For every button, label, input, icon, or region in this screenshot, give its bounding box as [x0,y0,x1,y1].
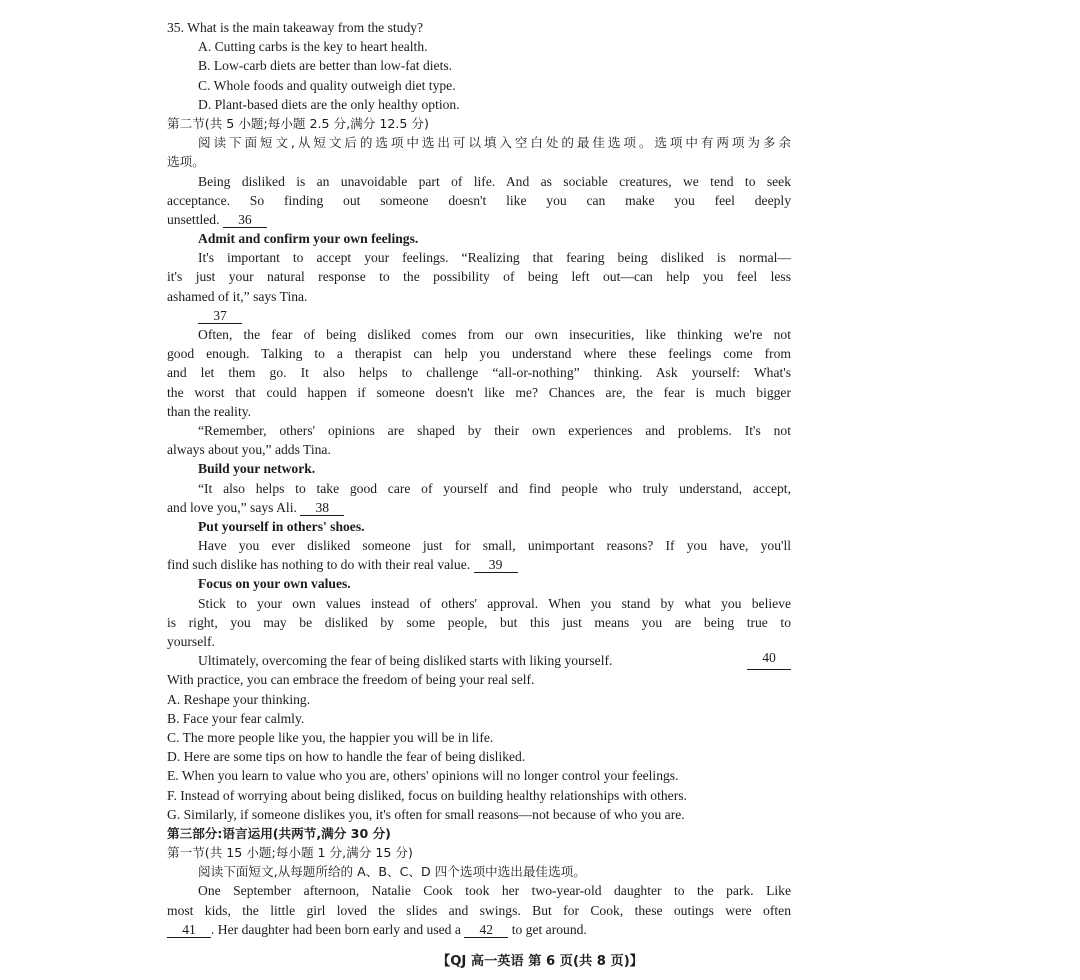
passage-line: most kids, the little girl loved the slides and swings. But for Cook, these outings were often [167,902,791,918]
passage-line: With practice, you can embrace the freedom of being your real self. [167,672,535,688]
passage-line [167,210,791,229]
part-3-heading: 第三部分:语言运用(共两节,满分 30 分) [167,825,391,841]
question-35-option-d: D. Plant-based diets are the only healthy option. [198,96,460,112]
passage-line: and let them go. It also helps to challenge “all-or-nothing” thinking. Ask yourself: What's [167,365,791,381]
section-2-heading: 第二节(共 5 小题;每小题 2.5 分,满分 12.5 分) [167,115,429,131]
subheading-others-shoes: Put yourself in others' shoes. [198,518,365,534]
choice-e: E. When you learn to value who you are, others' opinions will no longer control your feelings. [167,768,679,784]
passage-line: than the reality. [167,403,252,419]
blank-38: 38 [300,501,344,516]
passage-line: is right, you may be disliked by some people, but this just means you are being true to [167,614,791,630]
question-35-option-b: B. Low-carb diets are better than low-fat diets. [198,58,453,74]
choice-g: G. Similarly, if someone dislikes you, it's often for small reasons—not because of who you are. [167,806,685,822]
choice-d: D. Here are some tips on how to handle the fear of being disliked. [167,749,526,765]
passage-text: unsettled. [167,211,220,227]
passage-line: Being disliked is an unavoidable part of life. And as sociable creatures, we tend to seek [198,173,791,189]
passage-line [167,555,791,574]
subheading-build-network: Build your network. [198,461,316,477]
passage-line [167,651,791,670]
section-2-instruction-cont: 选项。 [167,154,205,170]
passage-line: yourself. [167,634,215,649]
choice-b: B. Face your fear calmly. [167,710,305,726]
blank-41: 41 [167,923,211,938]
choice-f: F. Instead of worrying about being disliked, focus on building healthy relationships with others. [167,787,687,803]
page-footer: 【QJ 高一英语 第 6 页(共 8 页)】 [437,954,643,969]
part-3-section-1-heading: 第一节(共 15 小题;每小题 1 分,满分 15 分) [167,845,413,861]
passage-line [167,920,791,939]
passage-line: Have you ever disliked someone just for small, unimportant reasons? If you have, you'll [198,538,791,554]
passage-line: always about you,” adds Tina. [167,442,331,458]
blank-42: 42 [464,923,508,938]
part-3-instruction: 阅读下面短文,从每题所给的 A、B、C、D 四个选项中选出最佳选项。 [198,864,586,880]
passage-line: It's important to accept your feelings. “Realizing that fearing being disliked is normal— [198,250,791,266]
question-35-stem: 35. What is the main takeaway from the study? [167,20,424,35]
passage-line: “Remember, others' opinions are shaped by their own experiences and problems. It's not [198,422,791,438]
passage-text: to get around. [511,921,587,937]
passage-line: good enough. Talking to a therapist can help you understand where these feelings come from [167,346,791,362]
passage-line: One September afternoon, Natalie Cook took her two-year-old daughter to the park. Like [198,883,791,899]
blank-40: 40 [747,651,791,670]
passage-text: Ultimately, overcoming the fear of being disliked starts with liking yourself. [198,653,613,669]
section-2-instruction: 阅读下面短文,从短文后的选项中选出可以填入空白处的最佳选项。选项中有两项为多余 [198,135,791,151]
passage-line: Often, the fear of being disliked comes from our own insecurities, like thinking we're not [198,327,791,342]
blank-39: 39 [474,558,518,573]
subheading-admit-feelings: Admit and confirm your own feelings. [198,231,419,247]
choice-a: A. Reshape your thinking. [167,691,311,707]
passage-line [167,498,791,517]
passage-line [167,306,791,325]
passage-line: it's just your natural response to the possibility of being left out—can help you feel less [167,269,791,285]
question-35-option-a: A. Cutting carbs is the key to heart health. [198,39,428,55]
passage-text: . Her daughter had been born early and used a [211,921,461,937]
exam-page [167,18,791,939]
passage-line: acceptance. So finding out someone doesn't like you can make you feel deeply [167,192,791,208]
passage-line: the worst that could happen if someone doesn't like me? Chances are, the fear is much bigger [167,384,791,400]
blank-37: 37 [198,309,242,324]
passage-text: find such dislike has nothing to do with their real value. [167,557,471,573]
passage-text: and love you,” says Ali. [167,499,297,515]
passage-line: Stick to your own values instead of others' approval. When you stand by what you believe [198,595,791,611]
passage-line: “It also helps to take good care of yourself and find people who truly understand, accept, [198,480,791,496]
question-35-option-c: C. Whole foods and quality outweigh diet type. [198,77,456,93]
subheading-own-values: Focus on your own values. [198,576,351,592]
choice-c: C. The more people like you, the happier you will be in life. [167,729,494,745]
blank-36: 36 [223,213,267,228]
passage-line: ashamed of it,” says Tina. [167,288,308,304]
